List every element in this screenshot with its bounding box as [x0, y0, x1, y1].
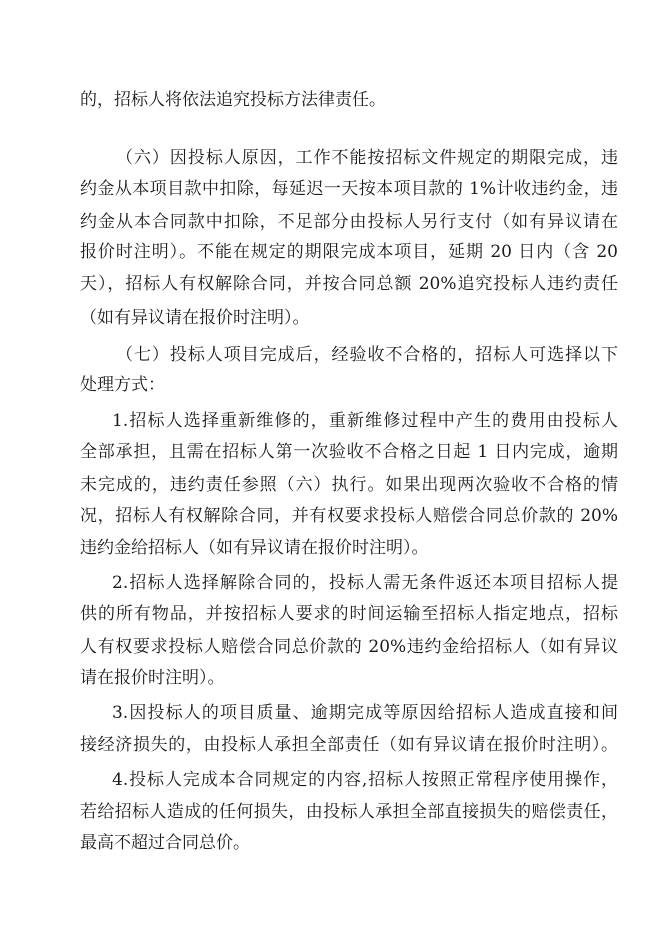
text-line: 4.投标人完成本合同规定的内容,招标人按照正常程序使用操作，: [112, 770, 618, 790]
text-line: 约金从本项目款中扣除，每延迟一天按本项目款的 1%计收违约金，违: [80, 179, 618, 199]
text-line: 最高不超过合同总价。: [80, 833, 250, 853]
text-line: 2.招标人选择解除合同的，投标人需无条件返还本项目招标人提: [112, 573, 618, 593]
text-line: 报价时注明）。不能在规定的期限完成本项目，延期 20 日内（含 20: [80, 242, 618, 262]
text-line: 违约金给招标人（如有异议请在报价时注明）。: [80, 538, 429, 558]
text-line: （七）投标人项目完成后，经验收不合格的，招标人可选择以下: [116, 345, 618, 365]
text-line: 请在报价时注明）。: [80, 668, 225, 688]
text-line: 若给招标人造成的任何损失，由投标人承担全部直接损失的赔偿责任，: [80, 802, 618, 822]
text-line: 约金从本合同款中扣除，不足部分由投标人另行支付（如有异议请在: [80, 212, 618, 232]
text-line: （六）因投标人原因，工作不能按招标文件规定的期限完成，违: [116, 148, 618, 168]
text-line: 3.因投标人的项目质量、逾期完成等原因给招标人造成直接和间: [112, 703, 618, 723]
text-line: 处理方式：: [80, 375, 165, 395]
text-line: 况，招标人有权解除合同，并有权要求投标人赔偿合同总价款的 20%: [80, 506, 618, 526]
text-line: 的，招标人将依法追究投标方法律责任。: [80, 90, 386, 110]
text-line: （如有异议请在报价时注明）。: [80, 308, 310, 328]
text-line: 全部承担，且需在招标人第一次验收不合格之日起 1 日内完成，逾期: [80, 442, 618, 462]
text-line: 接经济损失的，由投标人承担全部责任（如有异议请在报价时注明）。: [80, 735, 618, 755]
text-line: 1.招标人选择重新维修的，重新维修过程中产生的费用由投标人: [112, 411, 618, 431]
text-line: 供的所有物品，并按招标人要求的时间运输至招标人指定地点，招标: [80, 604, 618, 624]
text-line: 未完成的，违约责任参照（六）执行。如果出现两次验收不合格的情: [80, 475, 618, 495]
text-line: 人有权要求投标人赔偿合同总价款的 20%违约金给招标人（如有异议: [80, 637, 618, 657]
text-line: 天），招标人有权解除合同，并按合同总额 20%追究投标人违约责任: [80, 274, 618, 294]
